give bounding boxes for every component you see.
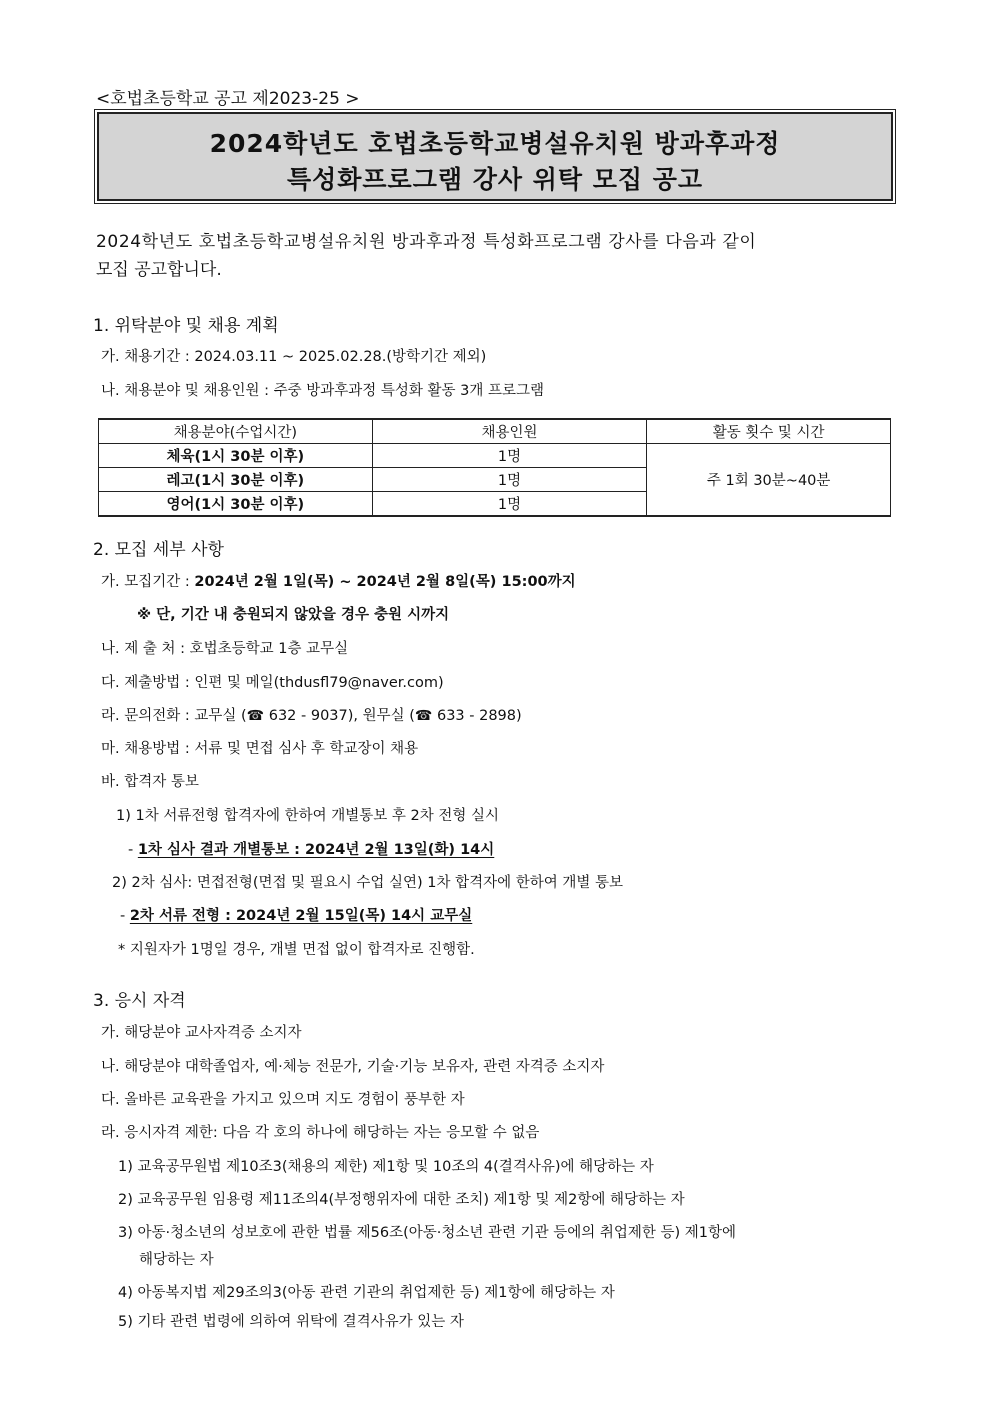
table-cell-field: 체육(1시 30분 이후)	[99, 444, 373, 468]
title-line-1: 2024학년도 호법초등학교병설유치원 방과후과정	[209, 129, 781, 158]
step1-result	[128, 838, 494, 859]
hiring-plan-table	[98, 418, 891, 517]
contact-phone-2: 633 - 2898)	[432, 708, 522, 724]
table-cell-schedule: 주 1회 30분~40분	[647, 444, 891, 517]
contact-label: 라. 문의전화 : 교무실 (	[101, 708, 247, 724]
footnote: * 지원자가 1명일 경우, 개별 면접 없이 합격자로 진행함.	[118, 942, 475, 958]
section3-heading: 3. 응시 자격	[93, 991, 186, 1011]
qualification-item: 라. 응시자격 제한: 다음 각 호의 하나에 해당하는 자는 응모할 수 없음	[101, 1125, 540, 1141]
restriction-item-cont: 해당하는 자	[139, 1252, 214, 1268]
table-header-row	[99, 419, 891, 444]
section1-item-field: 나. 채용분야 및 채용인원 : 주중 방과후과정 특성화 활동 3개 프로그램	[101, 383, 544, 399]
phone-icon: ☎	[414, 708, 433, 724]
qualification-item: 다. 올바른 교육관을 가지고 있으며 지도 경험이 풍부한 자	[101, 1092, 465, 1108]
step2-result-text: 2차 서류 전형 : 2024년 2월 15일(목) 14시 교무실	[129, 908, 473, 924]
restriction-item: 1) 교육공무원법 제10조3(채용의 제한) 제1항 및 10조의 4(결격사유)에 해당하는 자	[118, 1159, 654, 1175]
step2-desc: 2) 2차 심사: 면접전형(면접 및 필요시 수업 실연) 1차 합격자에 한하여 개별 통보	[112, 875, 624, 891]
restriction-item: 2) 교육공무원 임용령 제11조의4(부정행위자에 대한 조치) 제1항 및 제2항에 해당하는 자	[118, 1192, 685, 1208]
table-cell-count: 1명	[372, 468, 647, 492]
step1-desc: 1) 1차 서류전형 합격자에 한하여 개별통보 후 2차 전형 실시	[116, 808, 499, 824]
result-notify: 바. 합격자 통보	[101, 774, 199, 790]
intro-line-1: 2024학년도 호법초등학교병설유치원 방과후과정 특성화프로그램 강사를 다음과 같이	[96, 232, 757, 252]
table-header-count: 채용인원	[372, 419, 647, 444]
table-cell-count: 1명	[372, 444, 647, 468]
step1-result-text: 1차 심사 결과 개별통보 : 2024년 2월 13일(화) 14시	[137, 842, 495, 858]
table-header-schedule: 활동 횟수 및 시간	[647, 419, 891, 444]
qualification-item: 가. 해당분야 교사자격증 소지자	[101, 1025, 302, 1041]
restriction-item: 4) 아동복지법 제29조의3(아동 관련 기관의 취업제한 등) 제1항에 해당하는 자	[118, 1285, 615, 1301]
recruit-period-label: 가. 모집기간 :	[101, 574, 195, 590]
section2-heading: 2. 모집 세부 사항	[93, 540, 224, 560]
recruit-period	[101, 570, 576, 591]
qualification-item: 나. 해당분야 대학졸업자, 예·체능 전문가, 기술·기능 보유자, 관련 자격증 소지자	[101, 1059, 605, 1075]
restriction-item: 5) 기타 관련 법령에 의하여 위탁에 결격사유가 있는 자	[118, 1314, 464, 1330]
contact-phone	[101, 704, 522, 725]
table-header-field: 채용분야(수업시간)	[99, 419, 373, 444]
notice-number: <호법초등학교 공고 제2023-25 >	[96, 89, 360, 109]
hire-method: 마. 채용방법 : 서류 및 면접 심사 후 학교장이 채용	[101, 741, 419, 757]
restriction-item: 3) 아동·청소년의 성보호에 관한 법률 제56조(아동·청소년 관련 기관 등에의 취업제한 등) 제1항에	[118, 1225, 737, 1241]
step1-dash: -	[128, 842, 138, 858]
recruit-period-value: 2024년 2월 1일(목) ~ 2024년 2월 8일(목) 15:00까지	[194, 574, 576, 590]
table-cell-count: 1명	[372, 492, 647, 517]
table-cell-field: 영어(1시 30분 이후)	[99, 492, 373, 517]
table-cell-field: 레고(1시 30분 이후)	[99, 468, 373, 492]
submission-method: 다. 제출방법 : 인편 및 메일(thdusfl79@naver.com)	[101, 675, 444, 691]
recruit-period-note: ※ 단, 기간 내 충원되지 않았을 경우 충원 시까지	[137, 607, 450, 623]
submission-place: 나. 제 출 처 : 호법초등학교 1층 교무실	[101, 641, 349, 657]
section1-heading: 1. 위탁분야 및 채용 계획	[93, 316, 279, 336]
step2-dash: -	[120, 908, 130, 924]
title-box	[97, 112, 893, 201]
section1-item-period: 가. 채용기간 : 2024.03.11 ~ 2025.02.28.(방학기간 제외)	[101, 349, 487, 365]
phone-icon: ☎	[246, 708, 265, 724]
intro-line-2: 모집 공고합니다.	[96, 260, 222, 280]
table-row	[99, 444, 891, 468]
title-line-2: 특성화프로그램 강사 위탁 모집 공고	[286, 165, 704, 194]
contact-phone-1: 632 - 9037), 원무실 (	[264, 708, 415, 724]
step2-result	[120, 904, 472, 925]
